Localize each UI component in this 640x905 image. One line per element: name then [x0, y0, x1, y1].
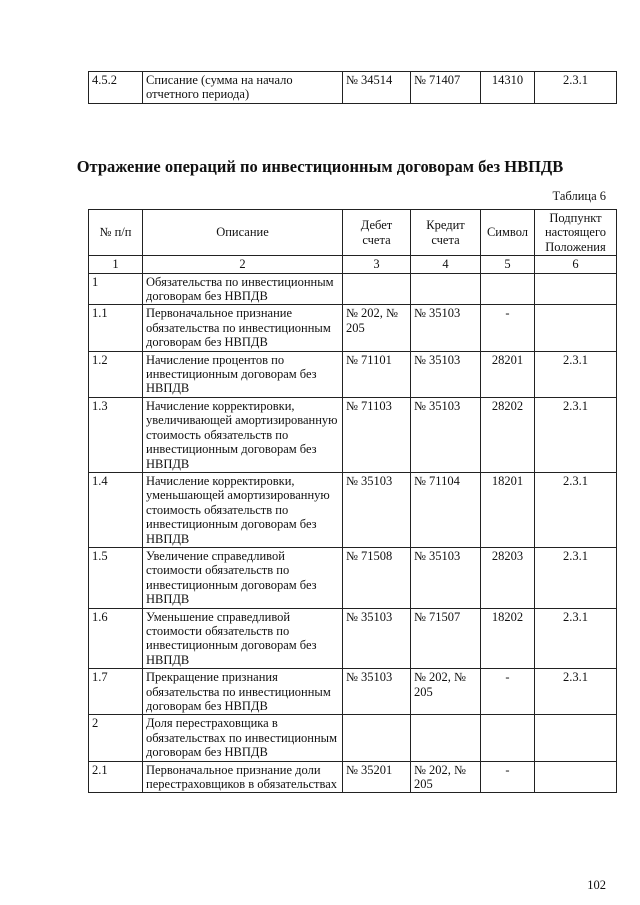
table-row	[89, 547, 617, 608]
col-number: 5	[481, 256, 535, 273]
row-number: 1.6	[89, 608, 143, 669]
row-debit: № 35103	[343, 608, 411, 669]
section-title: Отражение операций по инвестиционным договорам без НВПДВ	[76, 157, 564, 176]
row-credit: № 202, № 205	[411, 761, 481, 793]
row-clause	[535, 761, 617, 793]
row-description: Первоначальное признание обязательства по инвестиционным договорам без НВПДВ	[143, 305, 343, 351]
row-clause	[535, 273, 617, 305]
row-debit: № 35201	[343, 761, 411, 793]
row-number: 2	[89, 715, 143, 761]
row-credit: № 71507	[411, 608, 481, 669]
header-row	[89, 210, 617, 256]
row-number: 1.4	[89, 472, 143, 547]
header-credit: Кредит счета	[411, 210, 481, 256]
header-debit: Дебет счета	[343, 210, 411, 256]
row-symbol: 28203	[481, 547, 535, 608]
table-row	[89, 715, 617, 761]
col-number: 4	[411, 256, 481, 273]
row-credit: № 35103	[411, 547, 481, 608]
table-row	[89, 761, 617, 793]
row-credit	[411, 273, 481, 305]
operations-table	[88, 209, 617, 793]
row-debit	[343, 273, 411, 305]
row-description: Обязательства по инвестиционным договорам без НВПДВ	[143, 273, 343, 305]
row-debit: № 71508	[343, 547, 411, 608]
row-credit	[411, 715, 481, 761]
row-clause: 2.3.1	[535, 608, 617, 669]
row-number: 1.5	[89, 547, 143, 608]
row-symbol: 18201	[481, 472, 535, 547]
row-description: Первоначальное признание доли перестраховщиков в обязательствах	[143, 761, 343, 793]
previous-table-fragment	[88, 71, 617, 104]
row-symbol	[481, 715, 535, 761]
row-credit: № 35103	[411, 397, 481, 472]
row-number: 1.3	[89, 397, 143, 472]
row-clause: 2.3.1	[535, 547, 617, 608]
row-number: 1.1	[89, 305, 143, 351]
row-symbol: -	[481, 305, 535, 351]
row-credit: № 35103	[411, 351, 481, 397]
table-row	[89, 273, 617, 305]
header-symbol: Символ	[481, 210, 535, 256]
row-symbol: 14310	[481, 72, 535, 104]
header-description: Описание	[143, 210, 343, 256]
row-description: Уменьшение справедливой стоимости обязательств по инвестиционным договорам без НВПДВ	[143, 608, 343, 669]
row-number: 1.2	[89, 351, 143, 397]
row-number: 2.1	[89, 761, 143, 793]
table-row	[89, 305, 617, 351]
table-row	[89, 72, 617, 104]
row-description: Списание (сумма на начало отчетного периода)	[143, 72, 343, 104]
row-description: Начисление корректировки, увеличивающей амортизированную стоимость обязательств по инвестиционным договорам без НВПДВ	[143, 397, 343, 472]
table-row	[89, 351, 617, 397]
row-symbol: -	[481, 669, 535, 715]
col-number: 1	[89, 256, 143, 273]
row-clause: 2.3.1	[535, 351, 617, 397]
row-symbol: 28202	[481, 397, 535, 472]
row-number: 1.7	[89, 669, 143, 715]
header-num: № п/п	[89, 210, 143, 256]
row-clause: 2.3.1	[535, 72, 617, 104]
row-debit: № 35103	[343, 669, 411, 715]
row-debit	[343, 715, 411, 761]
header-clause: Подпункт настоящего Положения	[535, 210, 617, 256]
row-clause: 2.3.1	[535, 397, 617, 472]
row-description: Начисление корректировки, уменьшающей амортизированную стоимость обязательств по инвестиционным договорам без НВПДВ	[143, 472, 343, 547]
row-debit: № 71101	[343, 351, 411, 397]
row-symbol: 28201	[481, 351, 535, 397]
page-number: 102	[587, 878, 606, 892]
row-credit: № 71104	[411, 472, 481, 547]
col-number: 2	[143, 256, 343, 273]
row-symbol: 18202	[481, 608, 535, 669]
row-clause: 2.3.1	[535, 669, 617, 715]
row-description: Прекращение признания обязательства по инвестиционным договорам без НВПДВ	[143, 669, 343, 715]
row-description: Доля перестраховщика в обязательствах по инвестиционным договорам без НВПДВ	[143, 715, 343, 761]
row-clause: 2.3.1	[535, 472, 617, 547]
row-clause	[535, 305, 617, 351]
row-number: 1	[89, 273, 143, 305]
table-row	[89, 608, 617, 669]
table-row	[89, 669, 617, 715]
row-symbol	[481, 273, 535, 305]
row-debit: № 71103	[343, 397, 411, 472]
col-number: 6	[535, 256, 617, 273]
row-number: 4.5.2	[89, 72, 143, 104]
row-description: Начисление процентов по инвестиционным договорам без НВПДВ	[143, 351, 343, 397]
row-debit: № 34514	[343, 72, 411, 104]
row-debit: № 202, № 205	[343, 305, 411, 351]
column-numbers-row	[89, 256, 617, 273]
table-row	[89, 397, 617, 472]
table-caption: Таблица 6	[552, 189, 606, 203]
row-description: Увеличение справедливой стоимости обязательств по инвестиционным договорам без НВПДВ	[143, 547, 343, 608]
row-debit: № 35103	[343, 472, 411, 547]
row-clause	[535, 715, 617, 761]
col-number: 3	[343, 256, 411, 273]
row-credit: № 202, № 205	[411, 669, 481, 715]
row-credit: № 71407	[411, 72, 481, 104]
table-row	[89, 472, 617, 547]
row-symbol: -	[481, 761, 535, 793]
row-credit: № 35103	[411, 305, 481, 351]
